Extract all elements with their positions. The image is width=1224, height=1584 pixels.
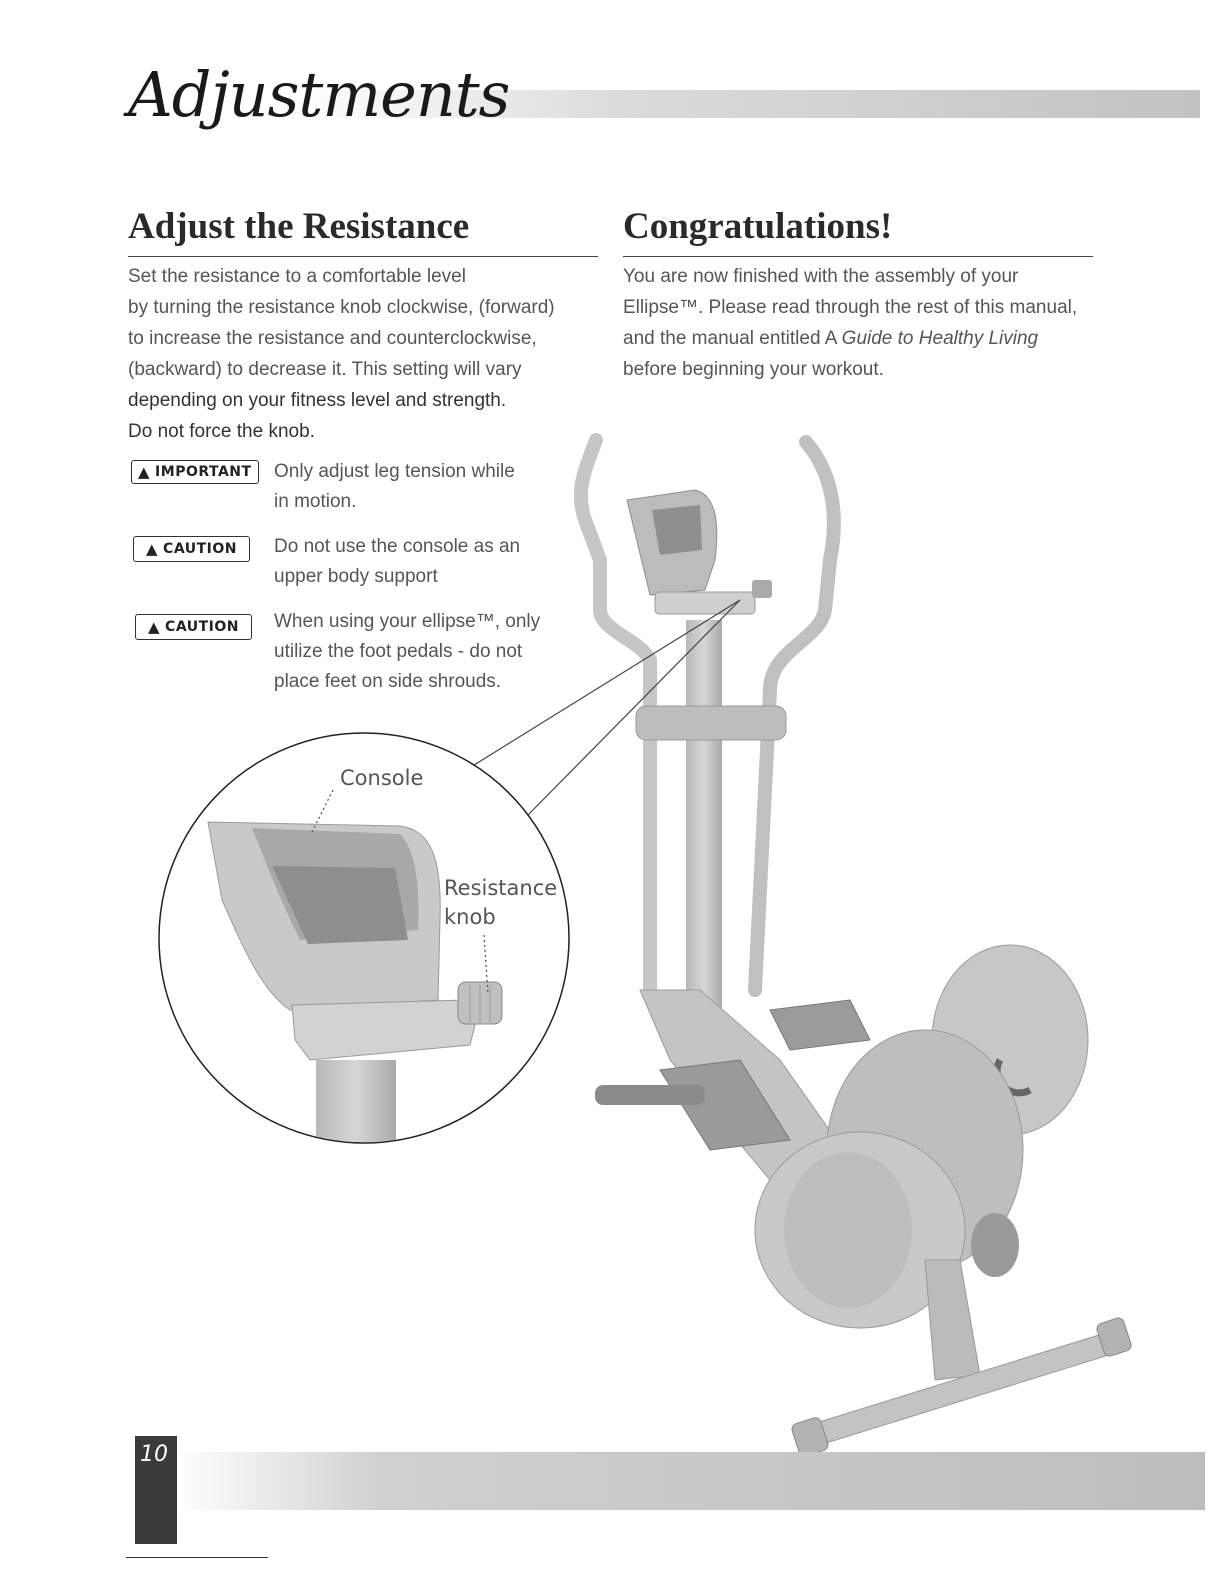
caution-badge: ▲ CAUTION (133, 536, 250, 562)
detail-column (316, 1060, 396, 1160)
side-shroud-inner (784, 1152, 912, 1308)
warning-text: Only adjust leg tension while in motion. (274, 461, 515, 512)
paragraph-line: (backward) to decrease it. This setting will vary (128, 359, 522, 380)
warning-text: Do not use the console as an upper body support (274, 536, 521, 587)
right-foot-pedal (770, 1000, 870, 1050)
warning-text: When using your ellipse™, only utilize the foot pedals - do not place feet on side shrouds. (274, 611, 541, 692)
caution-badge: ▲ CAUTION (135, 614, 252, 640)
central-column (686, 620, 722, 1040)
section-heading-congratulations: Congratulations! (623, 206, 893, 247)
paragraph-line: Do not force the knob. (128, 421, 315, 442)
warning-triangle-icon: ▲ (148, 618, 161, 636)
footer-bar (175, 1452, 1205, 1510)
console-tray (655, 592, 755, 614)
important-badge: ▲ IMPORTANT (131, 460, 259, 484)
section-heading-resistance: Adjust the Resistance (128, 206, 470, 247)
paragraph-line: Set the resistance to a comfortable level (128, 266, 466, 287)
cross-bar (636, 706, 786, 740)
resistance-knob-small (752, 580, 772, 598)
shroud-cap (971, 1213, 1019, 1277)
paragraph-line: depending on your fitness level and strength. (128, 390, 507, 411)
page-title: Adjustments (128, 58, 510, 131)
footer-line (126, 1557, 268, 1558)
warning-triangle-icon: ▲ (138, 463, 151, 481)
page-number: 10 (140, 1442, 168, 1467)
warning-triangle-icon: ▲ (146, 540, 159, 558)
paragraph-line: by turning the resistance knob clockwise, (forward) (128, 297, 555, 318)
congratulations-paragraph: You are now finished with the assembly of your Ellipse™. Please read through the rest of this manual, and the manual entitled A Guide to Healthy Living before beginning your workout. (623, 266, 1078, 380)
front-stabilizer (595, 1085, 705, 1105)
paragraph-line: to increase the resistance and counterclockwise, (128, 328, 537, 349)
label-console: Console (340, 766, 424, 790)
label-resistance-knob: Resistance knob (444, 876, 558, 929)
console-screen (652, 505, 702, 555)
rear-frame (925, 1260, 980, 1380)
